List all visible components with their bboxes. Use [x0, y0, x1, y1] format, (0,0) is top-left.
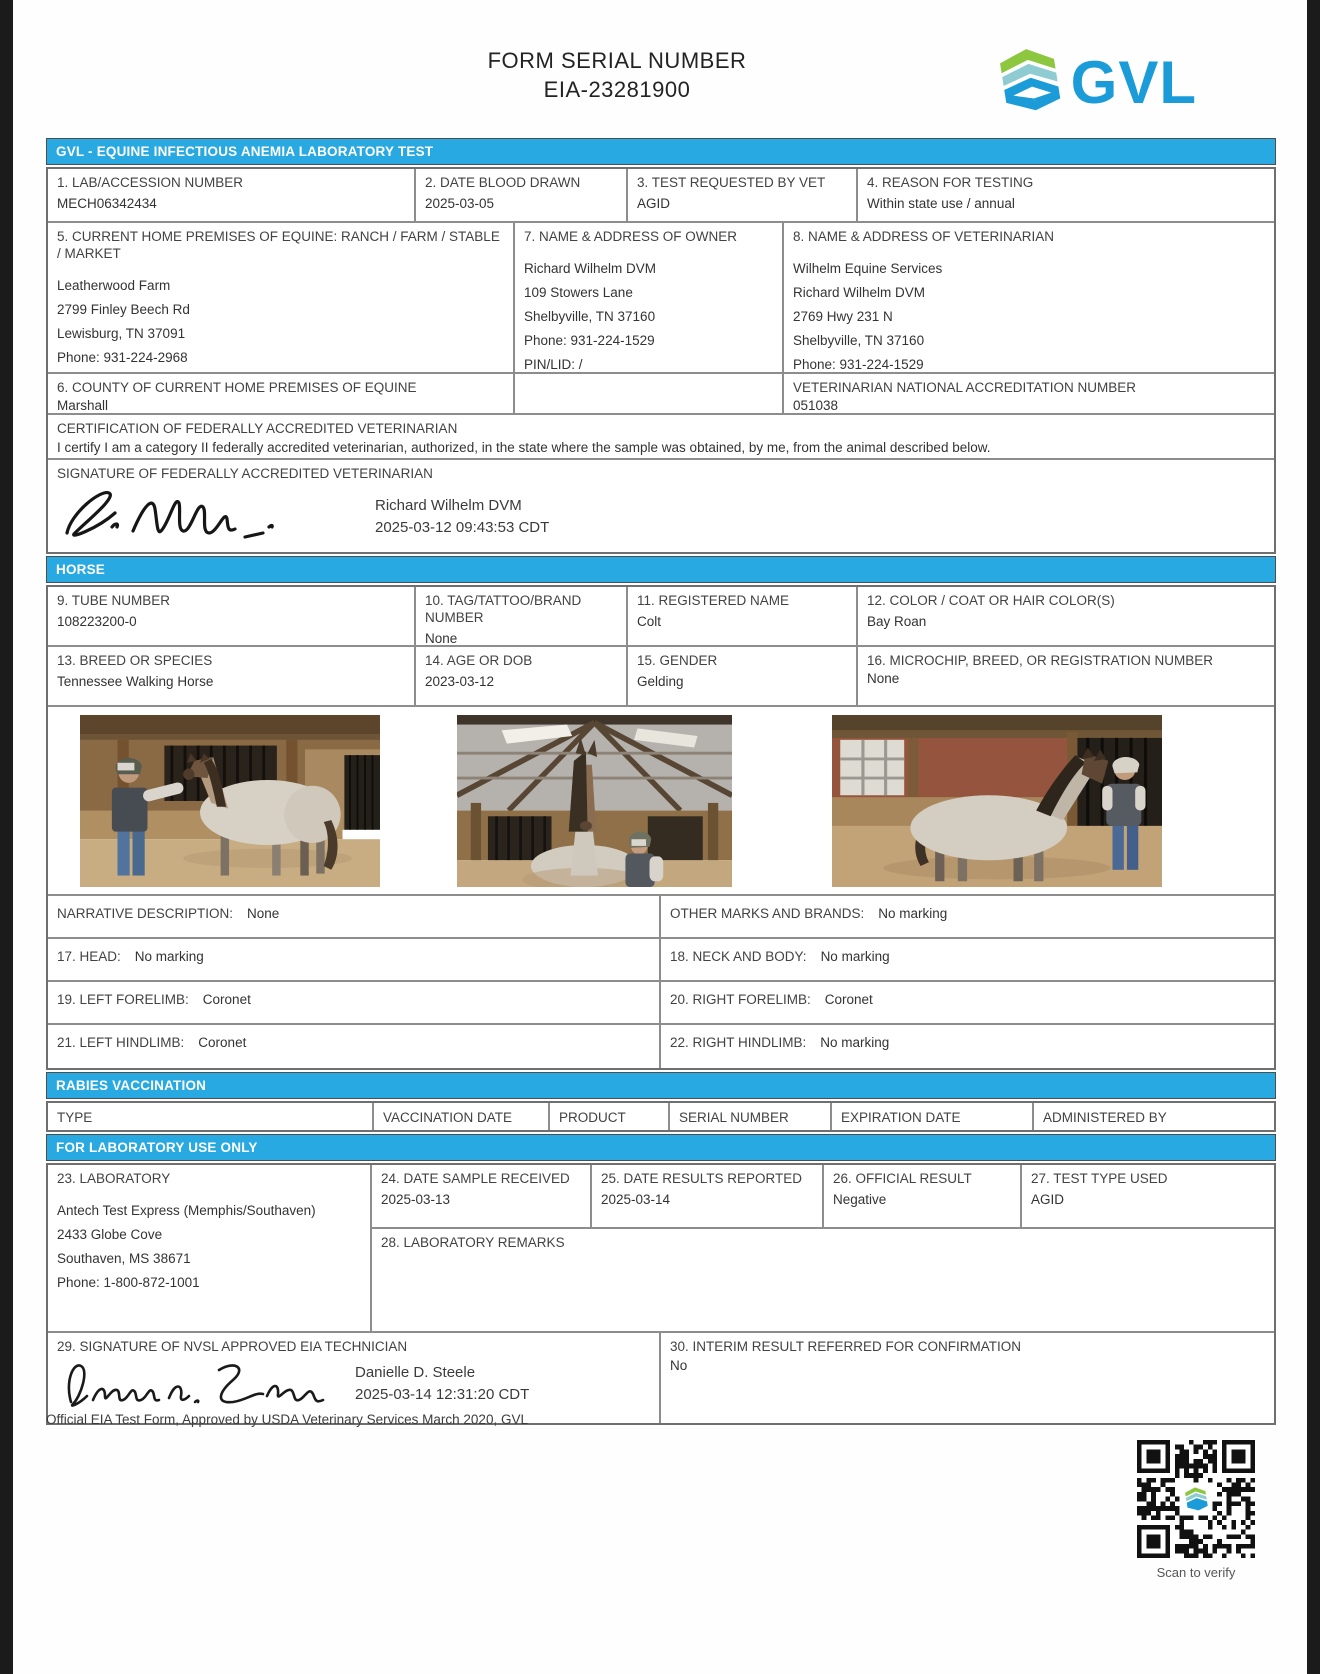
scan-edge-left	[0, 0, 13, 1674]
eia-form	[46, 138, 1276, 1425]
banner-rabies-title: RABIES VACCINATION	[46, 1072, 1276, 1099]
field-21	[48, 1025, 661, 1068]
field-7-line: Shelbyville, TN 37160	[524, 308, 656, 324]
horse-photo-left	[80, 715, 380, 887]
field-11-label: 11. REGISTERED NAME	[637, 593, 790, 608]
field-23-line: Antech Test Express (Memphis/Southaven)	[57, 1202, 316, 1218]
field-7-line: 109 Stowers Lane	[524, 284, 633, 300]
field-7-line: Phone: 931-224-1529	[524, 332, 655, 348]
form-page	[13, 0, 1307, 1674]
field-8-line: 2769 Hwy 231 N	[793, 308, 893, 324]
field-22-label: 22. RIGHT HINDLIMB:	[670, 1035, 807, 1050]
field-2-label: 2. DATE BLOOD DRAWN	[425, 175, 581, 190]
field-accreditation-label: VETERINARIAN NATIONAL ACCREDITATION NUMBER	[793, 380, 1137, 395]
field-3-label: 3. TEST REQUESTED BY VET	[637, 175, 826, 190]
field-24	[372, 1165, 592, 1227]
field-18	[661, 939, 1274, 980]
field-26-label: 26. OFFICIAL RESULT	[833, 1171, 972, 1186]
field-14	[416, 647, 628, 705]
field-29-label: 29. SIGNATURE OF NVSL APPROVED EIA TECHNICIAN	[57, 1339, 408, 1354]
technician-signer-name: Danielle D. Steele	[355, 1363, 476, 1381]
field-5-line: 2799 Finley Beech Rd	[57, 301, 190, 317]
field-2-value: 2025-03-05	[425, 195, 495, 211]
field-7	[515, 223, 784, 372]
rabies-col-serial-number-label: SERIAL NUMBER	[679, 1110, 789, 1125]
field-4-value: Within state use / annual	[867, 195, 1015, 211]
field-other-marks-label: OTHER MARKS AND BRANDS:	[670, 906, 865, 921]
field-21-value: Coronet	[198, 1035, 247, 1050]
vet-signed-datetime: 2025-03-12 09:43:53 CDT	[375, 518, 550, 536]
field-8-line: Shelbyville, TN 37160	[793, 332, 925, 348]
field-27-value: AGID	[1031, 1191, 1065, 1207]
vet-signature-block	[48, 460, 1274, 552]
rabies-col-expiration-date	[832, 1103, 1034, 1130]
field-25	[592, 1165, 824, 1227]
rabies-col-type-label: TYPE	[57, 1110, 93, 1125]
field-narrative-value: None	[247, 906, 280, 921]
field-1-label: 1. LAB/ACCESSION NUMBER	[57, 175, 244, 190]
form-serial-number: EIA-23281900	[543, 77, 691, 102]
horse-photo-center	[457, 715, 732, 887]
rabies-col-serial-number	[670, 1103, 832, 1130]
field-25-label: 25. DATE RESULTS REPORTED	[601, 1171, 803, 1186]
field-13	[48, 647, 416, 705]
section-rabies	[46, 1101, 1276, 1132]
field-28	[372, 1229, 1274, 1331]
field-2	[416, 169, 628, 221]
field-9-label: 9. TUBE NUMBER	[57, 593, 171, 608]
field-23-line: Southaven, MS 38671	[57, 1250, 191, 1266]
field-30-value: No	[670, 1357, 688, 1373]
field-19	[48, 982, 661, 1023]
banner-test-title: GVL - EQUINE INFECTIOUS ANEMIA LABORATORY TEST	[46, 138, 1276, 165]
field-7-line: Richard Wilhelm DVM	[524, 260, 657, 276]
certification-text: I certify I am a category II federally accredited veterinarian, authorized, in the state where the sample was obtained, by me, from the animal described below.	[57, 439, 991, 455]
banner-lab-title: FOR LABORATORY USE ONLY	[46, 1134, 1276, 1161]
field-6-spacer	[515, 374, 784, 413]
section-accession	[46, 167, 1276, 554]
field-17	[48, 939, 661, 980]
rabies-col-administered-by-label: ADMINISTERED BY	[1043, 1110, 1167, 1125]
qr-caption: Scan to verify	[1156, 1565, 1236, 1580]
field-5-line: Lewisburg, TN 37091	[57, 325, 186, 341]
rabies-col-vaccination-date-label: VACCINATION DATE	[383, 1110, 513, 1125]
gvl-logo-text: GVL	[1070, 48, 1197, 116]
field-14-value: 2023-03-12	[425, 673, 495, 689]
rabies-col-product	[550, 1103, 670, 1130]
field-3-value: AGID	[637, 195, 671, 211]
field-6-value: Marshall	[57, 397, 109, 413]
field-narrative-label: NARRATIVE DESCRIPTION:	[57, 906, 234, 921]
field-26	[824, 1165, 1022, 1227]
banner-horse-title: HORSE	[46, 556, 1276, 583]
vet-signature-label: SIGNATURE OF FEDERALLY ACCREDITED VETERINARIAN	[57, 466, 433, 481]
rabies-col-type	[48, 1103, 374, 1130]
field-5-line: Phone: 931-224-2968	[57, 349, 188, 365]
field-25-value: 2025-03-14	[601, 1191, 671, 1207]
field-8	[784, 223, 1274, 372]
field-8-line: Wilhelm Equine Services	[793, 260, 943, 276]
horse-photo-right	[832, 715, 1162, 887]
field-4	[858, 169, 1274, 221]
field-13-value: Tennessee Walking Horse	[57, 673, 214, 689]
field-28-label: 28. LABORATORY REMARKS	[381, 1235, 565, 1250]
field-16-label: 16. MICROCHIP, BREED, OR REGISTRATION NUMBER	[867, 653, 1214, 668]
field-9	[48, 587, 416, 645]
field-11-value: Colt	[637, 613, 662, 629]
field-14-label: 14. AGE OR DOB	[425, 653, 533, 668]
field-15	[628, 647, 858, 705]
field-5-line: Leatherwood Farm	[57, 277, 171, 293]
field-other-marks	[661, 896, 1274, 937]
rabies-col-product-label: PRODUCT	[559, 1110, 626, 1125]
field-6	[48, 374, 515, 413]
certification-block	[48, 415, 1274, 458]
field-narrative	[48, 896, 661, 937]
field-29	[48, 1333, 661, 1423]
form-footer-text: Official EIA Test Form, Approved by USDA Veterinary Services March 2020, GVL	[46, 1412, 528, 1427]
veterinarian-signature	[57, 483, 357, 550]
verification-qr	[1137, 1440, 1255, 1580]
field-4-label: 4. REASON FOR TESTING	[867, 175, 1034, 190]
field-12-value: Bay Roan	[867, 613, 927, 629]
field-7-line: PIN/LID: /	[524, 356, 583, 372]
field-accreditation-value: 051038	[793, 397, 839, 413]
field-16	[858, 647, 1274, 705]
field-18-value: No marking	[820, 949, 890, 964]
field-22-value: No marking	[820, 1035, 890, 1050]
gvl-logo	[997, 46, 1197, 119]
field-22	[661, 1025, 1274, 1068]
qr-code	[1137, 1440, 1255, 1558]
field-1	[48, 169, 416, 221]
field-8-line: Phone: 931-224-1529	[793, 356, 924, 372]
field-24-value: 2025-03-13	[381, 1191, 451, 1207]
field-8-label: 8. NAME & ADDRESS OF VETERINARIAN	[793, 229, 1055, 244]
field-10	[416, 587, 628, 645]
field-23-label: 23. LABORATORY	[57, 1171, 171, 1186]
field-21-label: 21. LEFT HINDLIMB:	[57, 1035, 185, 1050]
rabies-col-vaccination-date	[374, 1103, 550, 1130]
certification-title: CERTIFICATION OF FEDERALLY ACCREDITED VETERINARIAN	[57, 421, 458, 436]
qr-gvl-chevron-icon	[1181, 1484, 1211, 1514]
field-5	[48, 223, 515, 372]
horse-photos-row	[48, 707, 1274, 896]
field-12	[858, 587, 1274, 645]
field-18-label: 18. NECK AND BODY:	[670, 949, 807, 964]
scan-edge-right	[1307, 0, 1320, 1674]
field-3	[628, 169, 858, 221]
lab-right-stack	[372, 1165, 1274, 1331]
rabies-col-expiration-date-label: EXPIRATION DATE	[841, 1110, 961, 1125]
field-15-label: 15. GENDER	[637, 653, 718, 668]
field-15-value: Gelding	[637, 673, 684, 689]
field-accreditation	[784, 374, 1274, 413]
technician-signature	[57, 1356, 337, 1419]
field-30	[661, 1333, 1274, 1423]
field-1-value: MECH06342434	[57, 195, 157, 211]
field-23-line: Phone: 1-800-872-1001	[57, 1274, 200, 1290]
field-20-label: 20. RIGHT FORELIMB:	[670, 992, 811, 1007]
field-8-line: Richard Wilhelm DVM	[793, 284, 926, 300]
field-24-label: 24. DATE SAMPLE RECEIVED	[381, 1171, 570, 1186]
field-20	[661, 982, 1274, 1023]
field-26-value: Negative	[833, 1191, 887, 1207]
field-30-label: 30. INTERIM RESULT REFERRED FOR CONFIRMATION	[670, 1339, 1022, 1354]
field-7-label: 7. NAME & ADDRESS OF OWNER	[524, 229, 738, 244]
field-other-marks-value: No marking	[878, 906, 948, 921]
field-6-label: 6. COUNTY OF CURRENT HOME PREMISES OF EQUINE	[57, 380, 417, 395]
field-10-label: 10. TAG/TATTOO/BRAND NUMBER	[425, 593, 582, 625]
field-12-label: 12. COLOR / COAT OR HAIR COLOR(S)	[867, 593, 1115, 608]
field-13-label: 13. BREED OR SPECIES	[57, 653, 213, 668]
field-23	[48, 1165, 372, 1331]
field-27	[1022, 1165, 1274, 1227]
field-11	[628, 587, 858, 645]
field-9-value: 108223200-0	[57, 613, 137, 629]
field-16-value: None	[867, 670, 900, 686]
field-5-label: 5. CURRENT HOME PREMISES OF EQUINE: RANCH / FARM / STABLE / MARKET	[57, 229, 500, 261]
section-horse	[46, 585, 1276, 1070]
field-23-line: 2433 Globe Cove	[57, 1226, 163, 1242]
field-19-label: 19. LEFT FORELIMB:	[57, 992, 189, 1007]
form-serial-title: FORM SERIAL NUMBER	[487, 48, 747, 73]
vet-signer-name: Richard Wilhelm DVM	[375, 496, 522, 514]
section-laboratory	[46, 1163, 1276, 1425]
technician-signed-datetime: 2025-03-14 12:31:20 CDT	[355, 1385, 530, 1403]
field-17-value: No marking	[134, 949, 204, 964]
field-27-label: 27. TEST TYPE USED	[1031, 1171, 1168, 1186]
rabies-col-administered-by	[1034, 1103, 1274, 1130]
field-10-value: None	[425, 630, 458, 645]
field-19-value: Coronet	[202, 992, 251, 1007]
field-17-label: 17. HEAD:	[57, 949, 121, 964]
field-20-value: Coronet	[824, 992, 873, 1007]
gvl-chevron-icon	[997, 46, 1061, 119]
